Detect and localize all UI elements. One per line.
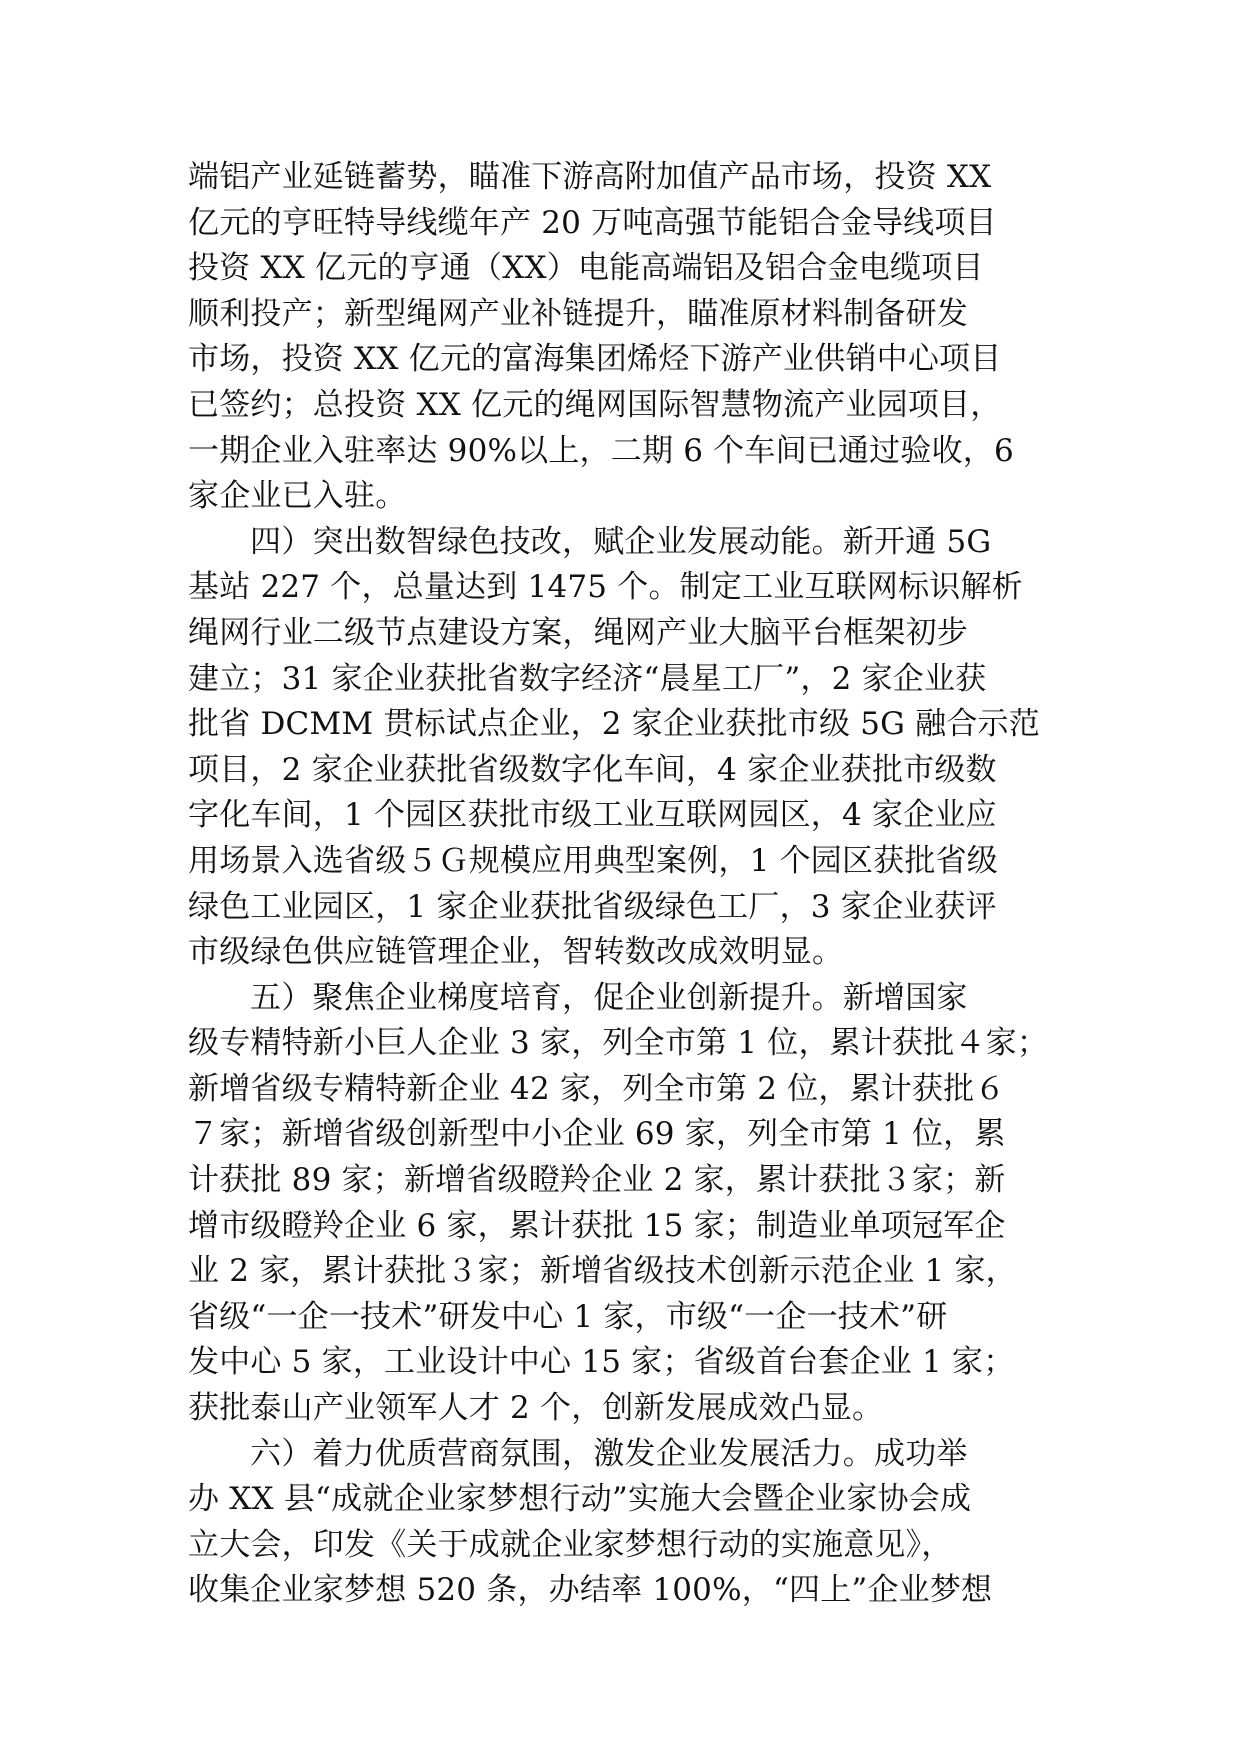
text-line: 级专精特新小巨人企业 3 家，列全市第 1 位，累计获批４家； — [188, 1025, 1049, 1062]
text-line: 收集企业家梦想 520 条，办结率 100%，“四上”企业梦想 — [188, 1572, 993, 1609]
text-line: 批省 DCMM 贯标试点企业，2 家企业获批市级 5G 融合示范 — [188, 706, 1040, 743]
text-line: 计获批 89 家；新增省级瞪羚企业 2 家，累计获批３家；新 — [188, 1162, 1006, 1199]
text-line: 基站 227 个，总量达到 1475 个。制定工业互联网标识解析 — [188, 569, 1023, 606]
text-line: 建立；31 家企业获批省数字经济“晨星工厂”，2 家企业获 — [188, 660, 987, 697]
paragraph-first-line: 六）着力优质营商氛围，激发企业发展活力。成功举 — [250, 1435, 968, 1472]
text-line: 已签约；总投资 XX 亿元的绳网国际智慧物流产业园项目， — [188, 386, 1002, 423]
document-body — [188, 155, 1078, 1614]
text-line: 端铝产业延链蓄势，瞄准下游高附加值产品市场，投资 XX — [188, 159, 992, 195]
text-line: 亿元的亨旺特导线缆年产 20 万吨高强节能铝合金导线项目 — [188, 204, 997, 241]
text-line: 用场景入选省级５Ｇ规模应用典型案例，1 个园区获批省级 — [188, 842, 998, 879]
paragraph-first-line: 五）聚焦企业梯度培育，促企业创新提升。新增国家 — [250, 979, 968, 1016]
text-line: 获批泰山产业领军人才 2 个，创新发展成效凸显。 — [188, 1390, 884, 1427]
text-line: 项目，2 家企业获批省级数字化车间，4 家企业获批市级数 — [188, 751, 997, 788]
text-line: 发中心 5 家，工业设计中心 15 家；省级首台套企业 1 家； — [188, 1344, 1015, 1381]
text-line: ７家；新增省级创新型中小企业 69 家，列全市第 1 位，累 — [188, 1116, 1006, 1153]
text-line: 增市级瞪羚企业 6 家，累计获批 15 家；制造业单项冠军企 — [188, 1207, 1006, 1244]
text-line: 新增省级专精特新企业 42 家，列全市第 2 位，累计获批６ — [188, 1070, 1006, 1107]
text-line: 业 2 家，累计获批３家；新增省级技术创新示范企业 1 家， — [188, 1253, 1017, 1290]
text-line: 投资 XX 亿元的亨通（XX）电能高端铝及铝合金电缆项目 — [188, 250, 984, 287]
text-line: 市级绿色供应链管理企业，智转数改成效明显。 — [188, 934, 844, 971]
text-line: 字化车间，1 个园区获批市级工业互联网园区，4 家企业应 — [188, 797, 997, 834]
text-line: 省级“一企一技术”研发中心 1 家，市级“一企一技术”研 — [188, 1298, 948, 1335]
text-line: 立大会，印发《关于成就企业家梦想行动的实施意见》， — [188, 1526, 953, 1563]
text-line: 家企业已入驻。 — [188, 478, 407, 515]
text-line: 一期企业入驻率达 90%以上，二期 6 个车间已通过验收，6 — [188, 432, 1014, 469]
text-line: 办 XX 县“成就企业家梦想行动”实施大会暨企业家协会成 — [188, 1481, 972, 1518]
text-line: 市场，投资 XX 亿元的富海集团烯烃下游产业供销中心项目 — [188, 341, 1002, 378]
text-line: 顺利投产；新型绳网产业补链提升，瞄准原材料制备研发 — [188, 295, 968, 332]
text-line: 绳网行业二级节点建设方案，绳网产业大脑平台框架初步 — [188, 614, 968, 651]
text-line: 绿色工业园区，1 家企业获批省级绿色工厂，3 家企业获评 — [188, 888, 997, 925]
paragraph-first-line: 四）突出数智绿色技改，赋企业发展动能。新开通 5G — [250, 523, 992, 560]
